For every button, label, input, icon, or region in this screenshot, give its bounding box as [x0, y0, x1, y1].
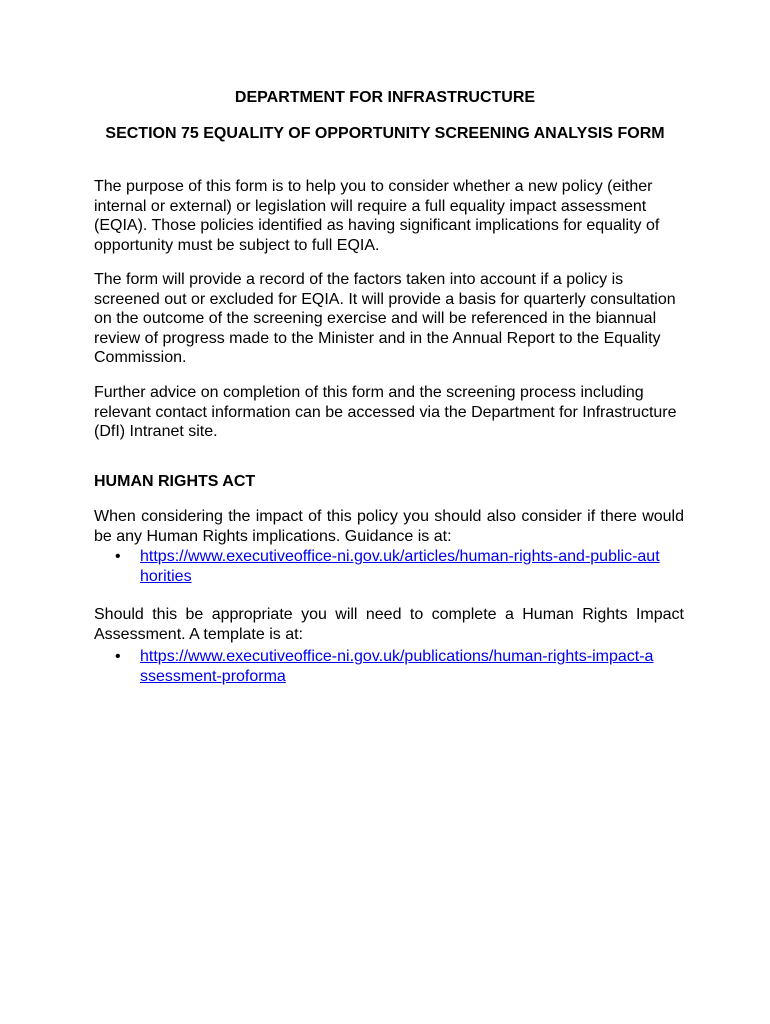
form-title: SECTION 75 EQUALITY OF OPPORTUNITY SCREENING ANALYSIS FORM — [105, 125, 665, 142]
intro-paragraph-3: Further advice on completion of this form and the screening process including relevant contact information can be accessed via the Department for Infrastructure (DfI) Intranet site. — [94, 384, 677, 440]
guidance-link[interactable]: https://www.executiveoffice-ni.gov.uk/articles/human-rights-and-public-authorities — [140, 548, 660, 585]
department-title: DEPARTMENT FOR INFRASTRUCTURE — [234, 89, 536, 106]
bullet-icon: • — [115, 548, 121, 565]
bullet-icon: • — [115, 648, 121, 665]
guidance-paragraph: When considering the impact of this policy you should also consider if there would be any Human Rights implications. Guidance is at: — [94, 508, 684, 545]
intro-paragraph-2: The form will provide a record of the factors taken into account if a policy is screened out or excluded for EQIA. It will provide a basis for quarterly consultation on the outcome of the screening exercise and will be referenced in the biannual review of progress made to the Minister and in the Annual Report to the Equality Commission. — [94, 271, 676, 366]
human-rights-heading: HUMAN RIGHTS ACT — [94, 473, 256, 490]
intro-paragraph-1: The purpose of this form is to help you to consider whether a new policy (either internal or external) or legislation will require a full equality impact assessment (EQIA). Those policies identified as having significant implications for equality of opportunity must be subject to full EQIA. — [94, 178, 660, 254]
assessment-paragraph: Should this be appropriate you will need to complete a Human Rights Impact Assessment. A template is at: — [94, 606, 684, 643]
assessment-link[interactable]: https://www.executiveoffice-ni.gov.uk/publications/human-rights-impact-assessment-proforma — [140, 648, 654, 685]
